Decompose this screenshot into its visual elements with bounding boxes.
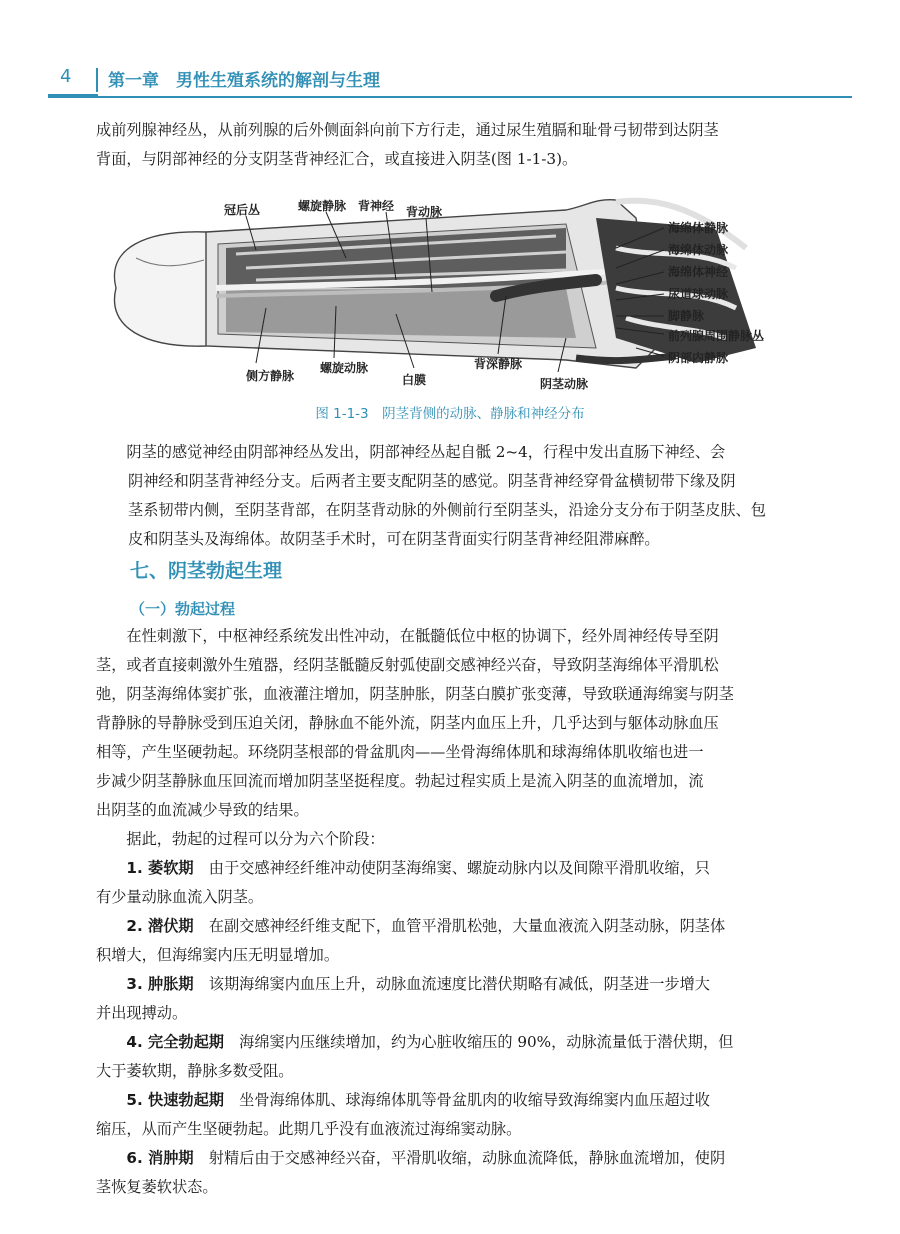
text-line: 茎系韧带内侧，至阴茎背部，在阴茎背动脉的外侧前行至阴茎头，沿途分支分布于阴茎皮肤、包 — [128, 501, 766, 519]
sensory-paragraph — [96, 438, 812, 554]
chapter-title: 第一章 男性生殖系统的解剖与生理 — [108, 71, 380, 91]
text-line: 茎，或者直接刺激外生殖器，经阴茎骶髓反射弧使副交感神经兴奋，导致阴茎海绵体平滑肌松 — [96, 656, 719, 674]
stage-line: 积增大，但海绵窦内压无明显增加。 — [96, 946, 339, 964]
penis-vasculature-illustration — [96, 188, 812, 398]
label-deep-dorsal-vein: 背深静脉 — [474, 357, 523, 371]
stage-line: 并出现搏动。 — [96, 1004, 188, 1022]
stage-item — [96, 970, 812, 1028]
stage-line — [96, 970, 812, 999]
stage-line — [96, 1028, 812, 1057]
text-line: 步减少阴茎静脉血压回流而增加阴茎坚挺程度。勃起过程实质上是流入阴茎的血流增加，流 — [96, 772, 704, 790]
text-line: 皮和阴茎头及海绵体。故阴茎手术时，可在阴茎背面实行阴茎背神经阻滞麻醉。 — [128, 530, 660, 548]
text-line: 出阴茎的血流减少导致的结果。 — [96, 801, 309, 819]
label-cavernous-artery: 海绵体动脉 — [668, 243, 729, 257]
section-heading: 七、阴茎勃起生理 — [130, 560, 283, 582]
label-dorsal-artery: 背动脉 — [406, 205, 443, 219]
label-cavernous-nerve: 海绵体神经 — [668, 265, 729, 279]
text-line: 背静脉的导静脉受到压迫关闭，静脉血不能外流，阴茎内血压上升，几乎达到与躯体动脉血压 — [96, 714, 719, 732]
process-paragraph — [96, 622, 812, 854]
stage-label: 3. 肿胀期 — [126, 975, 194, 993]
stage-text: 坐骨海绵体肌、球海绵体肌等骨盆肌肉的收缩导致海绵窦内血压超过收 — [223, 1091, 710, 1109]
sub-heading: （一）勃起过程 — [130, 600, 236, 618]
text-line: 据此，勃起的过程可以分为六个阶段： — [126, 830, 385, 848]
stage-label: 2. 潜伏期 — [126, 917, 194, 935]
stage-text: 由于交感神经纤维冲动使阴茎海绵窦、螺旋动脉内以及间隙平滑肌收缩，只 — [193, 859, 710, 877]
stages-list — [96, 854, 812, 1202]
stage-item — [96, 1028, 812, 1086]
label-circumflex-vein: 侧方静脉 — [246, 369, 295, 383]
stage-line — [96, 854, 812, 883]
running-header — [0, 60, 900, 100]
text-line: 在性刺激下，中枢神经系统发出性冲动，在骶髓低位中枢的协调下，经外周神经传导至阴 — [126, 627, 719, 645]
stage-text: 在副交感神经纤维支配下，血管平滑肌松弛，大量血液流入阴茎动脉，阴茎体 — [193, 917, 726, 935]
label-penile-artery: 阴茎动脉 — [540, 377, 589, 391]
label-cavernous-vein: 海绵体静脉 — [668, 221, 729, 235]
header-separator — [96, 68, 98, 92]
text-line: 阴茎的感觉神经由阴部神经丛发出，阴部神经丛起自骶 2~4，行程中发出直肠下神经、会 — [126, 443, 726, 461]
stage-line: 茎恢复萎软状态。 — [96, 1178, 218, 1196]
page-number: 4 — [60, 66, 72, 87]
label-helicine-vein: 螺旋静脉 — [298, 199, 347, 213]
label-tunica: 白膜 — [402, 373, 427, 387]
stage-label: 6. 消肿期 — [126, 1149, 194, 1167]
text-line: 成前列腺神经丛，从前列腺的后外侧面斜向前下方行走，通过尿生殖膈和耻骨弓韧带到达阴茎 — [96, 121, 719, 139]
stage-label: 1. 萎软期 — [126, 859, 194, 877]
label-dorsal-nerve: 背神经 — [358, 199, 395, 213]
stage-item — [96, 1144, 812, 1202]
stage-text: 海绵窦内压继续增加，约为心脏收缩压的 90%，动脉流量低于潜伏期，但 — [223, 1033, 734, 1051]
intro-paragraph — [96, 116, 812, 174]
label-bulbourethral-artery: 尿道球动脉 — [668, 287, 729, 301]
stage-line — [96, 912, 812, 941]
stage-line: 大于萎软期，静脉多数受阻。 — [96, 1062, 294, 1080]
stage-item — [96, 854, 812, 912]
text-line: 相等，产生坚硬勃起。环绕阴茎根部的骨盆肌肉——坐骨海绵体肌和球海绵体肌收缩也进一 — [96, 743, 704, 761]
stage-text: 射精后由于交感神经兴奋，平滑肌收缩，动脉血流降低，静脉血流增加，使阴 — [193, 1149, 726, 1167]
label-periprostatic-plexus: 前列腺周围静脉丛 — [668, 329, 765, 343]
header-rule — [48, 96, 852, 98]
stage-label: 5. 快速勃起期 — [126, 1091, 224, 1109]
stage-line: 有少量动脉血流入阴茎。 — [96, 888, 264, 906]
stage-line: 缩压，从而产生坚硬勃起。此期几乎没有血液流过海绵窦动脉。 — [96, 1120, 522, 1138]
label-helicine-artery: 螺旋动脉 — [320, 361, 369, 375]
stage-label: 4. 完全勃起期 — [126, 1033, 224, 1051]
stage-line — [96, 1086, 812, 1115]
text-line: 弛，阴茎海绵体窦扩张，血液灌注增加，阴茎肿胀，阴茎白膜扩张变薄，导致联通海绵窦与阴茎 — [96, 685, 734, 703]
header-rule-accent — [48, 94, 98, 98]
label-coronal-plexus: 冠后丛 — [224, 203, 261, 217]
stage-line — [96, 1144, 812, 1173]
text-line: 背面，与阴部神经的分支阴茎背神经汇合，或直接进入阴茎(图 1-1-3)。 — [96, 150, 578, 168]
label-internal-pudendal-vein: 阴部内静脉 — [668, 351, 729, 365]
figure-caption: 图 1-1-3 阴茎背侧的动脉、静脉和神经分布 — [315, 406, 585, 422]
stage-item — [96, 1086, 812, 1144]
text-line: 阴神经和阴茎背神经分支。后两者主要支配阴茎的感觉。阴茎背神经穿骨盆横韧带下缘及阴 — [128, 472, 736, 490]
stage-text: 该期海绵窦内血压上升，动脉血流速度比潜伏期略有减低，阴茎进一步增大 — [193, 975, 710, 993]
anatomy-figure — [96, 188, 812, 398]
stage-item — [96, 912, 812, 970]
glans-shape — [114, 232, 218, 346]
label-crural-vein: 脚静脉 — [668, 309, 705, 323]
